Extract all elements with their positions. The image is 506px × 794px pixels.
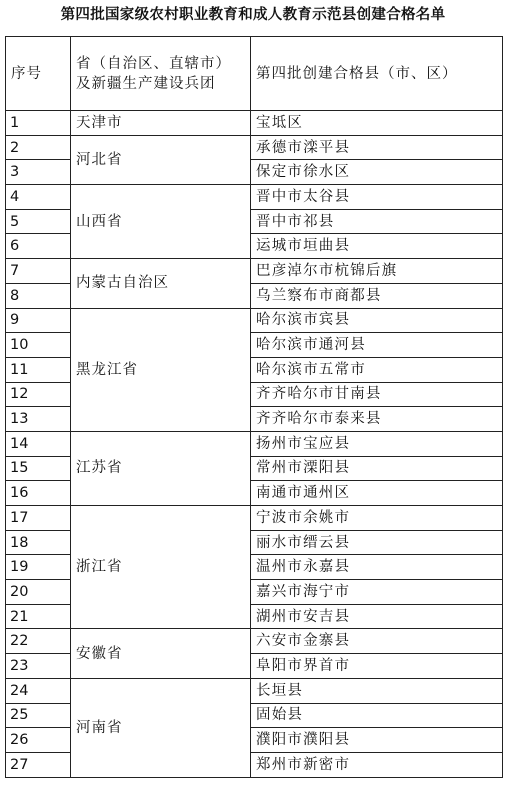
county-cell: 哈尔滨市宾县: [251, 308, 503, 333]
serial-number-cell: 12: [6, 382, 71, 407]
table-header-row: [6, 37, 503, 111]
province-cell: 河北省: [71, 135, 251, 184]
county-cell: 宁波市余姚市: [251, 506, 503, 531]
serial-number-cell: 24: [6, 678, 71, 703]
serial-number-cell: 10: [6, 333, 71, 358]
serial-number-cell: 20: [6, 580, 71, 605]
county-cell: 温州市永嘉县: [251, 555, 503, 580]
table-row: [6, 259, 503, 284]
serial-number-cell: 21: [6, 604, 71, 629]
table-body: [6, 111, 503, 778]
qualified-county-table: [5, 36, 503, 778]
table-row: [6, 629, 503, 654]
county-cell: 晋中市太谷县: [251, 185, 503, 210]
county-cell: 湖州市安吉县: [251, 604, 503, 629]
county-cell: 运城市垣曲县: [251, 234, 503, 259]
serial-number-cell: 7: [6, 259, 71, 284]
province-cell: 山西省: [71, 185, 251, 259]
county-cell: 阜阳市界首市: [251, 654, 503, 679]
table-row: [6, 135, 503, 160]
serial-number-cell: 17: [6, 506, 71, 531]
province-cell: 安徽省: [71, 629, 251, 678]
serial-number-cell: 1: [6, 111, 71, 136]
serial-number-cell: 6: [6, 234, 71, 259]
serial-number-cell: 3: [6, 160, 71, 185]
serial-number-cell: 11: [6, 357, 71, 382]
county-cell: 巴彦淖尔市杭锦后旗: [251, 259, 503, 284]
serial-number-cell: 9: [6, 308, 71, 333]
county-cell: 哈尔滨市通河县: [251, 333, 503, 358]
county-cell: 保定市徐水区: [251, 160, 503, 185]
province-cell: 天津市: [71, 111, 251, 136]
county-cell: 晋中市祁县: [251, 209, 503, 234]
county-cell: 郑州市新密市: [251, 752, 503, 777]
county-cell: 哈尔滨市五常市: [251, 357, 503, 382]
county-cell: 濮阳市濮阳县: [251, 728, 503, 753]
serial-number-cell: 22: [6, 629, 71, 654]
serial-number-cell: 5: [6, 209, 71, 234]
county-cell: 嘉兴市海宁市: [251, 580, 503, 605]
serial-number-cell: 8: [6, 283, 71, 308]
county-cell: 常州市溧阳县: [251, 456, 503, 481]
serial-number-cell: 15: [6, 456, 71, 481]
table-row: [6, 111, 503, 136]
header-province: 省（自治区、直辖市）及新疆生产建设兵团: [71, 37, 251, 111]
province-cell: 浙江省: [71, 506, 251, 629]
serial-number-cell: 18: [6, 530, 71, 555]
serial-number-cell: 16: [6, 481, 71, 506]
province-cell: 河南省: [71, 678, 251, 777]
serial-number-cell: 26: [6, 728, 71, 753]
document-title: 第四批国家级农村职业教育和成人教育示范县创建合格名单: [60, 7, 446, 23]
county-cell: 宝坻区: [251, 111, 503, 136]
province-cell: 内蒙古自治区: [71, 259, 251, 308]
county-cell: 乌兰察布市商都县: [251, 283, 503, 308]
serial-number-cell: 25: [6, 703, 71, 728]
serial-number-cell: 2: [6, 135, 71, 160]
header-county: 第四批创建合格县（市、区）: [251, 37, 503, 111]
serial-number-cell: 19: [6, 555, 71, 580]
table-row: [6, 431, 503, 456]
county-cell: 扬州市宝应县: [251, 431, 503, 456]
county-cell: 丽水市缙云县: [251, 530, 503, 555]
county-cell: 六安市金寨县: [251, 629, 503, 654]
serial-number-cell: 27: [6, 752, 71, 777]
table-row: [6, 506, 503, 531]
county-cell: 南通市通州区: [251, 481, 503, 506]
province-cell: 江苏省: [71, 431, 251, 505]
county-cell: 长垣县: [251, 678, 503, 703]
county-cell: 承德市滦平县: [251, 135, 503, 160]
province-cell: 黑龙江省: [71, 308, 251, 431]
county-cell: 齐齐哈尔市甘南县: [251, 382, 503, 407]
table-row: [6, 308, 503, 333]
county-cell: 固始县: [251, 703, 503, 728]
serial-number-cell: 23: [6, 654, 71, 679]
county-cell: 齐齐哈尔市泰来县: [251, 407, 503, 432]
table-row: [6, 678, 503, 703]
header-serial-number: 序号: [6, 37, 71, 111]
serial-number-cell: 4: [6, 185, 71, 210]
table-row: [6, 185, 503, 210]
serial-number-cell: 13: [6, 407, 71, 432]
serial-number-cell: 14: [6, 431, 71, 456]
